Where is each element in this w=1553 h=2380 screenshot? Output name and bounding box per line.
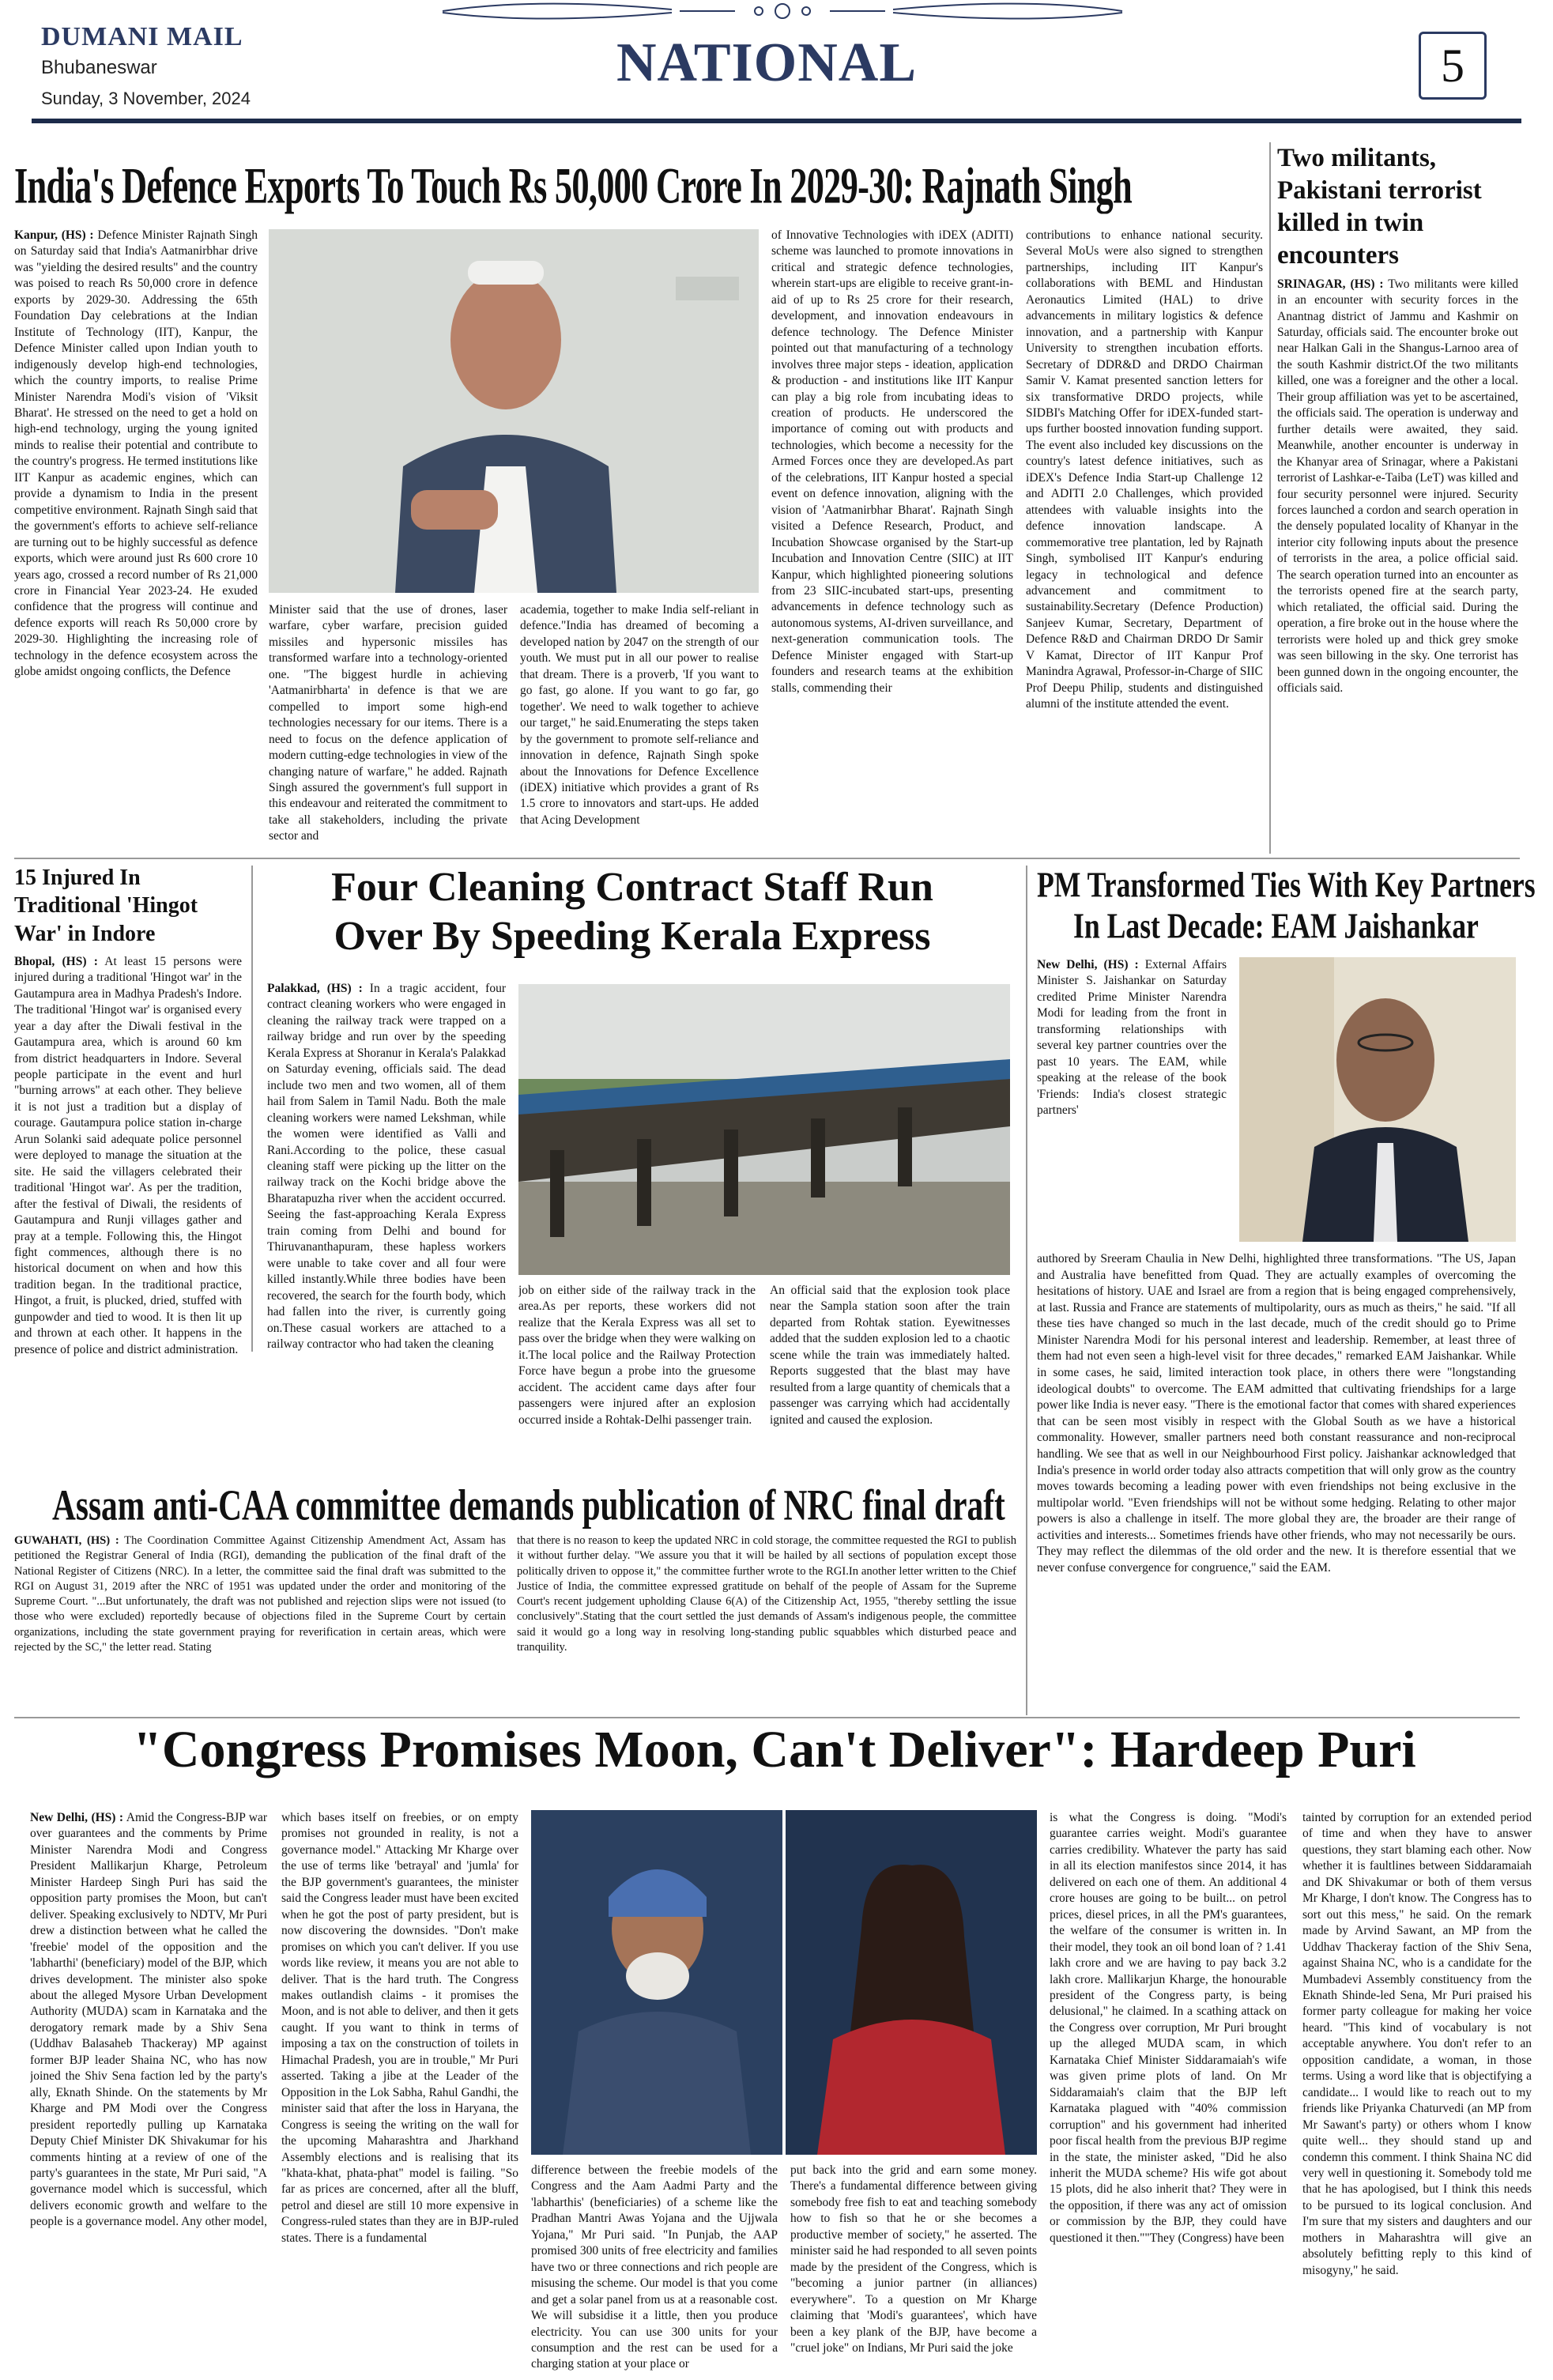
headline-line-2: In Last Decade: EAM Jaishankar [1073,906,1479,946]
anchor-photo [786,1810,1037,2155]
headline: 15 Injured In Traditional 'Hingot War' in Indore [14,866,198,946]
body [1277,277,1518,830]
col-1-text: In a tragic accident, four contract cleaning workers who were engaged in cleaning the railway track were trapped on a railway bridge and run over by the speeding Kerala Express at Shoranur in Kerala's Palakkad on Saturday evening, officials said. The dead include two men and two women, all of them hail from Salem in Tamil Nadu. Both the male cleaning workers were named Lekshman, while the women were identified as Valli and Rani.According to the police, these casual cleaning staff were picking up the litter on the railway track on the Kochi bridge above the Bharatapuzha river when the accident occurred. Seeing the fast-approaching Kerala Express train coming from Delhi and bound for Thiruvananthapuram, these hapless workers were unable to take cover and all four were killed instantly.While three bodies have been recovered, the search for the fourth body, which had fallen into the river, is currently going on.These casual workers are attached to a railway contractor who had taken the cleaning [267,982,506,1351]
dateline: Palakkad, (HS) : [267,982,363,995]
col-1-text: Defence Minister Rajnath Singh on Saturday said that India's Aatmanirbhar drive was "yielding the desired results" and the country was poised to reach Rs 50,000 crore in defence exports by 2029-30. Addressing the 65th Foundation Day celebrations at the Indian Institute of Technology (IIT), Kanpur, the Defence Minister called upon Indian youth to indigenously develop high-end technologies, which the country imports, to realise Prime Minister Narendra Modi's vision of 'Viksit Bharat'. He stressed on the need to get a hold on high-end technology, urging the young ignited minds to realise their potential and contribute to the country's progress. He termed institutions like IIT Kanpur as academic engines, which can provide a dynamism to India in the present competitive environment. Rajnath Singh said that the government's efforts to achieve self-reliance are turning out to be highly successful as defence exports, which were around just Rs 600 crore 10 years ago, crossed a record number of Rs 21,000 crore in Financial Year 2023-24. He exuded confidence that the progress will continue and defence exports will reach Rs 50,000 crore by 2029-30. Highlighting the increasing role of technology in the defence ecosystem across the globe amidst ongoing conflicts, the Defence [14,228,258,679]
divider-h2 [14,1717,1520,1718]
col-4: of Innovative Technologies with iDEX (ADITI) scheme was launched to promote innovations in critical and strategic defence technologies, wherein start-ups are eligible to receive grant-in-aid of up to Rs 25 crore for their research, development, and innovation endeavours in defence technology. The Defence Minister pointed out that manufacturing of a technology involves three major steps - ideation, application & production - and institutions like IIT Kanpur can play a big role from incubating ideas to creation of products. He underscored the importance of coming out with products and technologies, which become a necessity for the Armed Forces once they are developed.As part of the celebrations, IIT Kanpur hosted a special event on defence innovation, aligning with the vision of 'Aatmanirbhar Bharat'. Rajnath Singh visited a Defence Research, Product, and Incubation Showcase organised by the Start-up Incubation and Innovation Centre (SIIC) at IIT Kanpur, which highlighted pioneering solutions from 23 SIIC-incubated start-ups, presenting advancements in defence technology such as autonomous systems, AI-driven surveillance, and next-generation communication tools. The Defence Minister engaged with Start-up founders and research teams at the exhibition stalls, commending their [771,228,1013,695]
masthead [0,0,1553,158]
rajnath-singh-photo [269,229,759,593]
headline: Two militants, Pakistani terrorist killed in twin encounters [1277,144,1482,270]
divider-v2 [251,866,253,1352]
col-1-text: Amid the Congress-BJP war over guarantees and the comments by Prime Minister Narendra Modi and Congress President Mallikarjun Kharge, Petroleum Minister Hardeep Singh Puri has said the opposition party promises the Moon, but can't deliver. Speaking exclusively to NDTV, Mr Puri drew a distinction between what he called the 'freebie' model of the opposition and the 'labharthi' (beneficiary) model of the BJP, which drives development. The minister also spoke about the alleged Mysore Urban Development Authority (MUDA) scam in Karnataka and the derogatory remark made by a Shiv Sena (Uddhav Balasaheb Thackeray) MP against former BJP leader Shaina NC, who has now joined the Shiv Sena faction led by the party's ally, Eknath Shinde. On the statements by Mr Kharge and PM Modi over the Congress president reportedly pulling up Karnataka Deputy Chief Minister DK Shivakumar for his comments hinting at a review of one of the party's guarantees in the state, Mr Puri said, "A governance model which is successful, which delivers economic growth and welfare to the people is a governance model. Any other model, [30,1811,267,2229]
col-2: that there is no reason to keep the updated NRC in cold storage, the committee requested the RGI to publish it without further delay. "We assure you that it will be hailed by all sections of population except those politically driven to oppose it," the committee further wrote to the RGI.In another letter written to the Chief Justice of India, the committee expressed gratitude on behalf of the people of Assam for the Supreme Court's recent judgement upholding Clause 6(A) of the Citizenship Act, 1955, "thereby settling the issue conclusively".Stating that the court settled the just demands of Assam's indigenous people, the committee said it would go a long way in resolving long-standing public squabbles which disturbed peace and tranquility. [517,1534,1016,1654]
city: Bhubaneswar [41,57,157,78]
col-1-text: The Coordination Committee Against Citizenship Amendment Act, Assam has petitioned the Registrar General of India (RGI), demanding the publication of the final draft of the National Register of Citizens (NRC). In a letter, the committee said the final draft was submitted to the RGI on August 31, 2019 after the NRC of 1951 was updated under the order and monitoring of the Supreme Court. "...But unfortunately, the draft was not published and rejection slips were not issued (to those who were excluded) reportedly because of objections filed in the Supreme Court by certain organizations, including the state government praying for reverification in certain areas, which were rejected by the SC," the letter read. Stating [14,1534,506,1654]
body-text: At least 15 persons were injured during a traditional 'Hingot war' in the Gautampura area in Madhya Pradesh's Indore. The traditional 'Hingot war' is organised every year a day after the Diwali festival in the Gautampura area, which is around 60 km from district headquarters in Indore. Several people participate in the event and hurl "burning arrows" at each other. They believe it is not just a tradition but a display of courage. Gautampura police station in-charge Arun Solanki said adequate police personnel were deployed to manage the situation at the site. He said the villagers celebrated their traditional 'Hingot war'. As per the tradition, after the festival of Diwali, the residents of Gautampura and Runji villages gather and pray at a temple. Following this, the Hingot fight commences, although there is no historical document on when and how this tradition began. In the traditional practice, Hingot, a fruit, is plucked, dried, stuffed with gunpowder and tied to wood. It is then lit up and thrown at each other. It happens in the presence of police and district administration. [14,954,242,1356]
dateline: Bhopal, (HS) : [14,954,98,968]
col-2: job on either side of the railway track in the area.As per reports, these workers did not realize that the Kerala Express was all set to pass over the bridge when they were walking on it.The local police and the Railway Protection Force have begun a probe into the gruesome accident. The accident came days after four passengers were injured after an explosion occurred inside a Rohtak-Delhi passenger train. [518,1284,756,1427]
dateline: New Delhi, (HS) : [30,1811,124,1824]
divider-h1 [14,858,1520,859]
divider-v1 [1269,142,1271,854]
col-1 [267,981,506,1352]
railway-bridge-photo [518,984,1010,1275]
issue-date: Sunday, 3 November, 2024 [41,89,251,108]
article-hingot-war [14,864,242,1413]
headline: India's Defence Exports To Touch Rs 50,000 Crore In 2029-30: Rajnath Singh [14,157,1132,214]
col-3: difference between the freebie models of the Congress and the Aam Aadmi Party and the 'labharthis' (beneficiaries) of a scheme like the Pradhan Mantri Awas Yojana and the Ujjwala Yojana," Mr Puri said. "In Punjab, the AAP promised 300 units of free electricity and families have two or three connections and rich people are misusing the scheme. Our model is that you come and get a solar panel from us at a reasonable cost. We will subsidise it a little, then you produce electricity. You can use 300 units for your consumption and the rest can be used for a charging station at your place or [531,2163,778,2371]
page-number-box [1419,32,1487,100]
body [14,954,242,1413]
headline-line-1: PM Transformed Ties With Key Partners [1037,865,1536,905]
col-2: Minister said that the use of drones, laser warfare, cyber warfare, precision guided missiles and hypersonic missiles has transformed warfare into a technology-oriented one. "The biggest hurdle in achieving 'Aatmanirbharta' in defence is that we are compelled to import some high-end technologies necessary for our items. There is a need to focus on the defence application of modern cutting-edge technologies in view of the changing nature of warfare," he added. Rajnath Singh assured the government's full support in this endeavour and reiterated the commitment to take all stakeholders, including the private sector and [269,603,507,843]
hardeep-puri-photo [531,1810,782,2155]
col-5: is what the Congress is doing. "Modi's guarantee carries weight. Modi's guarantee carries credibility. Whatever the party has said in all its election manifestos since 2014, it has delivered on each one of them. An additional 4 crore houses are going to be built... on petrol prices, diesel prices, in all the PM's guarantees, the welfare of the consumer is written in. In their model, they took an oil bond loan of ? 1.41 lakh crore and we are having to pay back 3.2 lakh crore. Mallikarjun Kharge, the honourable president of the Congress party, is being delusional," he claimed. In a scathing attack on the Congress over corruption, Mr Puri brought up the alleged MUDA scam, in which Karnataka Chief Minister Siddaramaiah's wife was given prime plots of land. On Mr Siddaramaiah's claim that the BJP left Karnataka plagued with "40% commission corruption" and his government had inherited poor fiscal health from the previous BJP regime in the state, the minister asked, "Did he also inherit the MUDA scheme? His wife got about 15 plots, did he also inherit that? They were in the opposition, if there was any act of omission or commission by the BJP, they could have questioned it then.""They (Congress) have been [1050,1811,1287,2245]
col-3: academia, together to make India self-reliant in defence."India has dreamed of becoming a developed nation by 2047 on the strength of our youth. We must put in all our power to realise that dream. There is a proverb, 'If you want to go fast, go alone. If you want to go far, go together'. We need to walk together to achieve our target," he said.Enumerating the steps taken by the government to promote self-reliance and innovation in defence, Rajnath Singh spoke about the Innovations for Defence Excellence (iDEX) initiative which provides a grant of Rs 1.5 crore to innovators and start-ups. He added that Acing Development [520,603,759,827]
masthead-rule [32,119,1521,123]
dateline: New Delhi, (HS) : [1037,958,1139,971]
col-5: contributions to enhance national security. Several MoUs were also signed to strengthen partnerships, including IIT Kanpur's collaborations with BEML and Hindustan Aeronautics Limited (HAL) to drive advancements in military logistics & defence innovation, and a partnership with Kanpur University to strengthen incubation efforts. Secretary of DDR&D and DRDO Chairman Samir V. Kamat presented sanction letters for six transformative DRDO projects, while SIDBI's Matching Offer for iDEX-funded start-ups further boosted innovation funding support. The event also included key discussions on the country's latest defence initiatives, such as iDEX's Defence India Start-up Challenge 12 and ADITI 2.0 Challenges, which provided attendees with valuable insights into the defence innovation landscape. A commemorative tree plantation, led by Rajnath Singh, symbolised IIT Kanpur's enduring legacy in technological and defence advancement and commitment to sustainability.Secretary (Defence Production) Sanjeev Kumar, Secretary, Department of Defence R&D and Chairman DRDO Dr Samir V Kamat, Director of IIT Kanpur Prof Manindra Agrawal, Professor-in-Charge of SIIC Prof Deepu Philip, students and distinguished alumni of the institute attended the event. [1026,228,1263,711]
col-1 [30,1810,267,2371]
body-text: Two militants were killed in an encounter with security forces in the Anantnag district of Jammu and Kashmir on Saturday, officials said. The encounter broke out near Halkan Gali in the Shangus-Larnoo area of the south Kashmir district.Of the two militants killed, one was a foreigner and the other a local. Their group affiliation was yet to be ascertained, the officials said. The operation is underway and further details were awaited, they said. Meanwhile, another encounter is underway in the Khanyar area of Srinagar, where a Pakistani terrorist of Lashkar-e-Taiba (LeT) was killed and four security personnel were injured. Security forces launched a cordon and search operation in the densely populated locality of Khanyar in the interior city following inputs about the presence of terrorists in the area, a police official said. The search operation turned into an encounter as the terrorists opened fire at the search party, which retaliated, the official said. During the operation, a fire broke out in the house where the terrorists were holed up and thick grey smoke was seen billowing in the sky. One terrorist has been gunned down in the ongoing encounter, the officials said. [1277,277,1518,695]
headline: Assam anti-CAA committee demands publication of NRC final draft [52,1482,1005,1529]
dateline: GUWAHATI, (HS) : [14,1534,119,1547]
page-number: 5 [1441,40,1464,92]
col-6: tainted by corruption for an extended period of time and when they have to answer questions, they start blaming each other. Now whether it is faultlines between Siddaramaiah and DK Shivakumar or both of them versus Mr Kharge, I don't know. The Congress has to sort out this mess," he said. On the remark made by Arvind Sawant, an MP from the Uddhav Thackeray faction of the Shiv Sena, against Shaina NC, who is a candidate for the Mumbadevi Assembly constituency from the Eknath Shinde-led Sena, Mr Puri praised his former party colleague for making her voice heard. "This kind of vocabulary is not acceptable anywhere. You don't refer to an opposition candidate, a woman, in those terms. Using a word like that is objectifying a candidate... I would like to reach out to my friends like Priyanka Chaturvedi (an MP from Mr Sawant's party) or others whom I know quite well... they should stand up and condemn this comment. I think Shaina NC did very well in questioning it. Somebody told me that he has apologised, but I think this needs to be pursued to its logical conclusion. And I'm sure that my sisters and daughters and our mothers in Maharashtra will give an absolutely befitting reply to this kind of misogyny," he said. [1302,1811,1532,2277]
article-twin-encounters [1277,142,1518,830]
lead-text: External Affairs Minister S. Jaishankar on Saturday credited Prime Minister Narendra Modi for leading from the front in transforming relationships with several key partner countries over the past 10 years. The EAM, while speaking at the release of the book 'Friends: India's closest strategic partners' [1037,958,1227,1118]
col-3: An official said that the explosion took place near the Sampla station soon after the train departed from Rohtak station. Eyewitnesses added that the sudden explosion led to a chaotic scene while the train was immediately halted. Reports suggested that the blast may have resulted from a large quantity of chemicals that a passenger was carrying which had accidentally ignited and caused the explosion. [770,1284,1010,1427]
headline-line-1: Four Cleaning Contract Staff Run [331,865,933,910]
divider-v3 [1026,866,1027,1715]
body: authored by Sreeram Chaulia in New Delhi, highlighted three transformations. "The US, Japan and Australia have benefitted from Quad. They are actually examples of overcoming the hesitations of history. UAE and Israel are from a region that is being engaged comprehensively, at last. Russia and France are statements of multipolarity, ours as much as theirs," he said. "If all these ties have changed so much in the last decade, much of the credit should go to Prime Minister Narendra Modi for his personal interest and leadership. Remember, at least three of them had not even seen a high-level visit for three decades," remarked EAM Jaishankar. While in some cases, he said, limited interaction took place, in others there were "longstanding ideological doubts" to overcome. The EAM admitted that cultivating friendships for a large power like India is never easy. "There is the emotional factor that comes with shared experiences that can be seen most visibly in respect with the Global South as we have a historical commonality. However, smaller partners need both constant reassurance and non-reciprocal handling. We see that as well in our Neighbourhood First policy. Jaishankar acknowledged that India's presence in world order today also attracts competition that will only grow as the country moves towards becoming a leading power with even friendships not being exclusive in the multipolar world. "Even friendships will not be without some hedging. Relating to other major powers is also a challenge in itself. The more global they are, the broader are their range of activities and interests... Sometimes friends have other friends, who may not necessarily be ours. They may reflect the dilemmas of the old order and the new. It is therefore essential that we never confuse convergence for congruence," said the EAM. [1037,1252,1516,1575]
headline-line-2: Over By Speeding Kerala Express [334,914,931,959]
col-1 [14,1533,506,1714]
col-4: put back into the grid and earn some money. There's a fundamental difference between giving somebody free fish to eat and teaching somebody how to fish so that he or she becomes a productive member of society," he asserted. The minister said he had responded to all seven points made by the president of the Congress, which is "becoming a junior partner (in alliances) everywhere". To a question on Mr Kharge claiming that 'Modi's guarantees', which have been a key plank of the BJP, have become a "cruel joke" on Indians, Mr Puri said the joke [790,2163,1037,2355]
headline: "Congress Promises Moon, Can't Deliver": Hardeep Puri [133,1721,1416,1778]
section-title: NATIONAL [616,32,918,93]
jaishankar-photo [1239,957,1516,1242]
col-2: which bases itself on freebies, or on empty promises not grounded in reality, is not a governance model." Attacking Mr Kharge over the use of terms like 'betrayal' and 'jumla' for the BJP government's guarantees, the minister said the Congress leader must have been excited when he got the post of party president, but is now discovering the downsides. "Don't make promises on which you can't deliver. If you use words like review, it means you are not able to deliver. That is the hard truth. The Congress makes outlandish claims - it promises the Moon, and is not able to deliver, and then it gets caught. If you want to think in terms of imposing a tax on the construction of toilets in Himachal Pradesh, you are in trouble," Mr Puri asserted. Taking a jibe at the Leader of the Opposition in the Lok Sabha, Rahul Gandhi, the minister said that after the loss in Haryana, the Congress is seeing the writing on the wall for the upcoming Maharashtra and Jharkhand Assembly elections and is realising that its "khata-khat, phata-phat" model is failing. "So far as prices are concerned, after all the bluff, petrol and diesel are still 10 more expensive in Congress-ruled states than they are in BJP-ruled states. There is a fundamental [281,1811,518,2245]
paper-name: DUMANI MAIL [41,22,243,51]
dateline: Kanpur, (HS) : [14,228,94,242]
masthead-ornament [411,0,1154,22]
lead [1037,957,1227,1250]
dateline: SRINAGAR, (HS) : [1277,277,1384,291]
